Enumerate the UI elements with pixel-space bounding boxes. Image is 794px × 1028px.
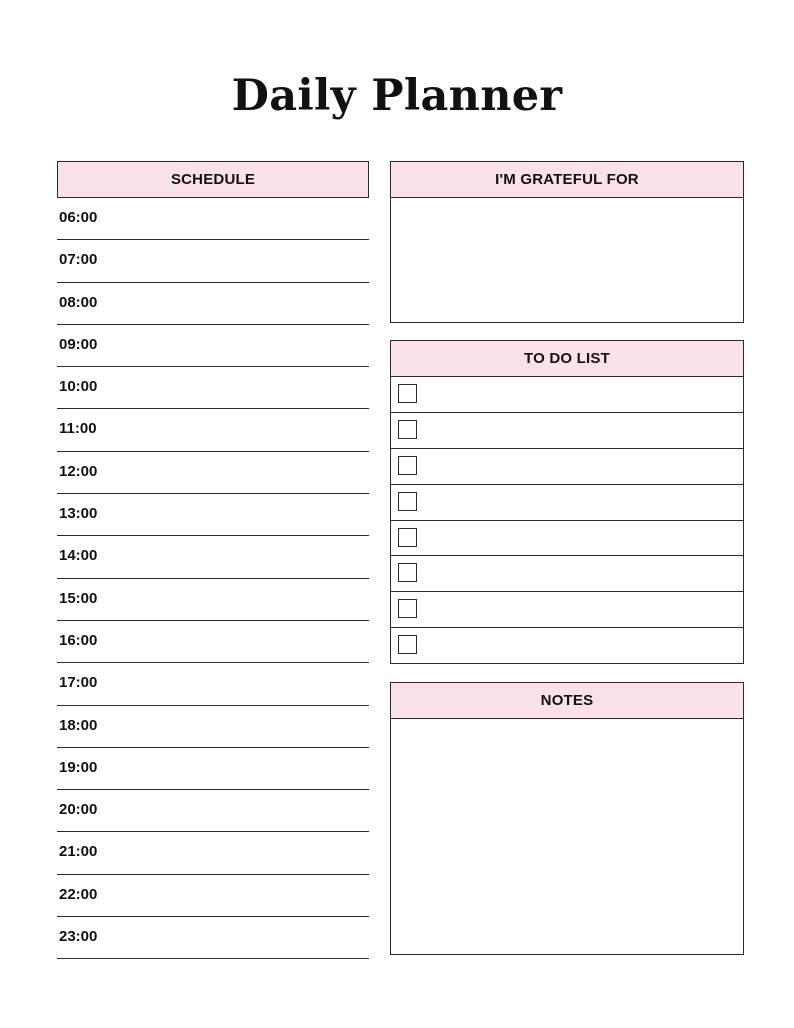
todo-item[interactable] [391, 412, 743, 448]
schedule-time-label: 16:00 [59, 631, 98, 649]
schedule-time-label: 18:00 [59, 716, 98, 734]
schedule-time-label: 21:00 [59, 843, 98, 861]
schedule-header: SCHEDULE [57, 161, 369, 198]
schedule-time-label: 07:00 [59, 251, 98, 269]
schedule-time-label: 20:00 [59, 801, 98, 819]
todo-checkbox[interactable] [398, 384, 417, 403]
todo-checkbox[interactable] [398, 492, 417, 511]
schedule-row[interactable] [57, 917, 369, 959]
todo-checkbox[interactable] [398, 599, 417, 618]
schedule-time-label: 22:00 [59, 885, 98, 903]
schedule-row[interactable] [57, 536, 369, 578]
todo-item[interactable] [391, 484, 743, 520]
todo-header: TO DO LIST [390, 340, 744, 377]
schedule-time-label: 13:00 [59, 505, 98, 523]
schedule-row[interactable] [57, 283, 369, 325]
todo-list [390, 376, 744, 664]
todo-item[interactable] [391, 591, 743, 627]
todo-item[interactable] [391, 448, 743, 484]
schedule-row[interactable] [57, 790, 369, 832]
schedule-row[interactable] [57, 621, 369, 663]
schedule-row[interactable] [57, 452, 369, 494]
schedule-row[interactable] [57, 240, 369, 282]
schedule-row[interactable] [57, 748, 369, 790]
schedule-row[interactable] [57, 832, 369, 874]
schedule-time-label: 06:00 [59, 209, 98, 226]
schedule-time-label: 17:00 [59, 674, 98, 692]
schedule-time-label: 09:00 [59, 335, 98, 353]
schedule-row[interactable] [57, 663, 369, 705]
schedule-time-label: 14:00 [59, 547, 98, 565]
grateful-writing-area[interactable] [390, 197, 744, 323]
schedule-time-label: 15:00 [59, 589, 98, 607]
notes-writing-area[interactable] [390, 718, 744, 955]
todo-item[interactable] [391, 520, 743, 556]
schedule-row[interactable] [57, 409, 369, 451]
schedule-row[interactable] [57, 579, 369, 621]
schedule-row[interactable] [57, 198, 369, 240]
schedule-row[interactable] [57, 494, 369, 536]
schedule-row[interactable] [57, 367, 369, 409]
todo-checkbox[interactable] [398, 528, 417, 547]
schedule-time-label: 10:00 [59, 378, 98, 396]
schedule-row[interactable] [57, 706, 369, 748]
schedule-row[interactable] [57, 875, 369, 917]
todo-item[interactable] [391, 627, 743, 663]
todo-item[interactable] [391, 555, 743, 591]
notes-header: NOTES [390, 682, 744, 719]
todo-checkbox[interactable] [398, 635, 417, 654]
schedule-time-label: 23:00 [59, 928, 98, 946]
schedule-row[interactable] [57, 325, 369, 367]
todo-checkbox[interactable] [398, 456, 417, 475]
todo-checkbox[interactable] [398, 563, 417, 582]
grateful-header: I'M GRATEFUL FOR [390, 161, 744, 198]
schedule-time-label: 12:00 [59, 462, 98, 480]
schedule-time-label: 19:00 [59, 758, 98, 776]
todo-checkbox[interactable] [398, 420, 417, 439]
schedule-list [57, 198, 369, 959]
todo-item[interactable] [391, 376, 743, 412]
schedule-time-label: 11:00 [59, 420, 97, 438]
schedule-time-label: 08:00 [59, 293, 98, 311]
page-title: Daily Planner [231, 71, 563, 121]
